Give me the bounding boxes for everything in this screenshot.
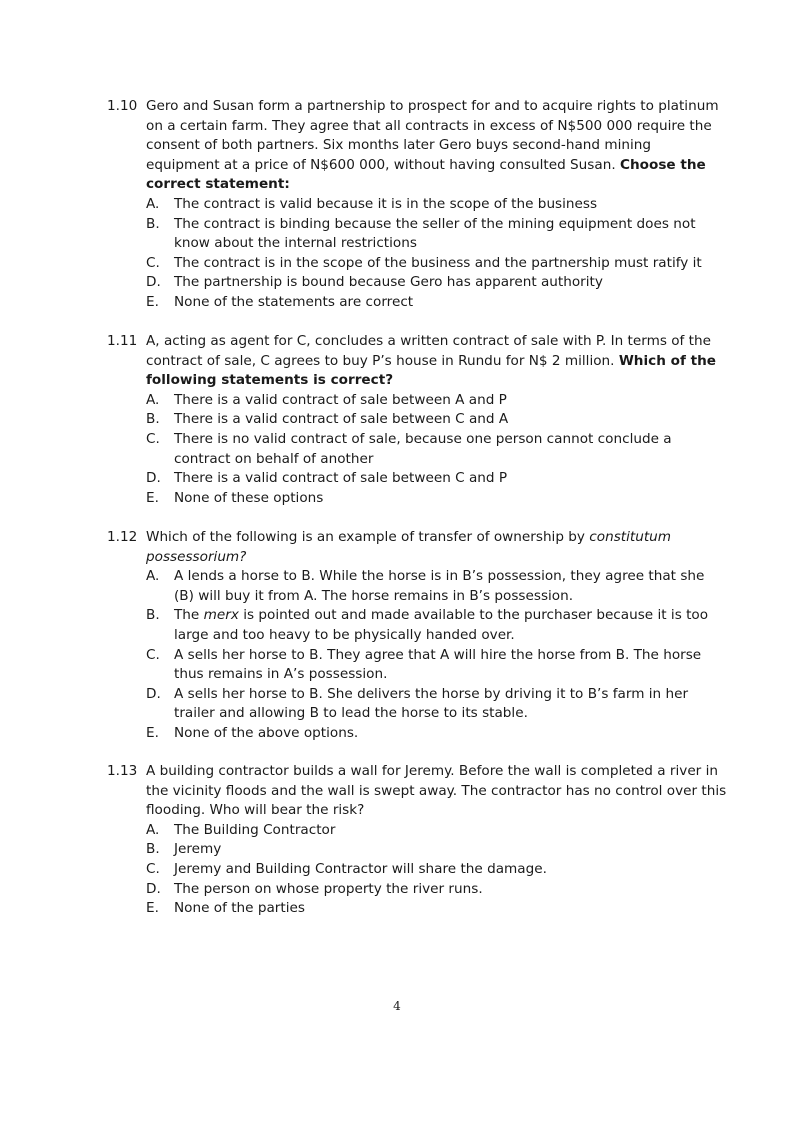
option-d [146, 469, 727, 489]
question-1-13 [107, 762, 727, 919]
option-e [146, 899, 727, 919]
question-stem-text: Which of the following is an example of transfer of ownership by [146, 529, 585, 545]
option-c [146, 254, 727, 274]
option-text: A sells her horse to B. They agree that A will hire the horse from B. The horse thus remains in A’s possession. [174, 646, 702, 683]
option-text [174, 606, 727, 645]
option-text: The Building Contractor [174, 821, 336, 838]
option-letter: E. [146, 293, 159, 310]
question-number: 1.13 [107, 763, 138, 779]
options-list [146, 391, 727, 509]
option-letter: C. [146, 646, 160, 663]
option-letter: E. [146, 900, 159, 917]
option-text: The person on whose property the river runs. [174, 880, 483, 897]
option-b [146, 606, 727, 645]
option-text-italic: merx [203, 607, 239, 624]
option-b [146, 215, 727, 254]
question-stem [146, 97, 727, 195]
option-letter: C. [146, 430, 160, 447]
option-e [146, 293, 727, 313]
question-stem [146, 528, 727, 567]
option-letter: B. [146, 411, 160, 428]
option-d [146, 880, 727, 900]
question-stem: A building contractor builds a wall for Jeremy. Before the wall is completed a river in the vicinity floods and the wall is swept away. The contractor has no control over this flooding. Who will bear the risk? [146, 763, 727, 819]
option-text: There is a valid contract of sale between C and P [174, 470, 508, 487]
page-number: 4 [393, 999, 401, 1013]
option-e [146, 489, 727, 509]
option-c [146, 646, 727, 685]
option-a [146, 821, 727, 841]
option-letter: A. [146, 821, 160, 838]
question-stem-text: A, acting as agent for C, concludes a written contract of sale with P. In terms of the contract of sale, C agrees to buy P’s house in Rundu for N$ 2 million. [146, 333, 711, 369]
option-letter: B. [146, 841, 160, 858]
option-text-before: The [174, 607, 200, 624]
option-b [146, 410, 727, 430]
option-text: The partnership is bound because Gero has apparent authority [174, 274, 603, 291]
option-text: The contract is binding because the seller of the mining equipment does not know about the internal restrictions [174, 215, 696, 252]
question-stem [146, 332, 727, 391]
option-letter: B. [146, 215, 160, 232]
option-text: The contract is valid because it is in the scope of the business [174, 195, 598, 212]
question-instruction: Choose the correct statement: [146, 156, 706, 193]
option-text: Jeremy and Building Contractor will share the damage. [174, 860, 547, 877]
options-list [146, 195, 727, 313]
question-number: 1.11 [107, 333, 138, 349]
option-text: There is a valid contract of sale between A and P [174, 391, 507, 408]
question-1-10 [107, 97, 727, 313]
option-letter: D. [146, 274, 161, 291]
option-letter: E. [146, 489, 159, 506]
option-text: The contract is in the scope of the business and the partnership must ratify it [174, 254, 702, 271]
option-text: There is a valid contract of sale between C and A [174, 411, 509, 428]
option-letter: D. [146, 880, 161, 897]
option-letter: D. [146, 685, 161, 702]
option-text: None of the above options. [174, 724, 359, 741]
option-letter: C. [146, 254, 160, 271]
option-b [146, 840, 727, 860]
question-stem-text: Gero and Susan form a partnership to prospect for and to acquire rights to platinum on a certain farm. They agree that all contracts in excess of N$500 000 require the consent of both partners. Six months later Gero buys second-hand mining equipment at a price of N$600 000, without having consulted Susan. [146, 98, 719, 173]
option-text-after: is pointed out and made available to the purchaser because it is too large and too heavy to be physically handed over. [174, 607, 709, 643]
option-a [146, 391, 727, 411]
option-c [146, 860, 727, 880]
option-letter: A. [146, 391, 160, 408]
option-text: Jeremy [174, 841, 222, 858]
option-a [146, 567, 727, 606]
question-number: 1.10 [107, 98, 138, 114]
option-text: None of these options [174, 489, 324, 506]
options-list [146, 821, 727, 919]
option-letter: A. [146, 568, 160, 585]
option-text: A sells her horse to B. She delivers the horse by driving it to B’s farm in her trailer and allowing B to lead the horse to its stable. [174, 685, 689, 722]
question-number: 1.12 [107, 529, 138, 545]
option-a [146, 195, 727, 215]
option-text: None of the parties [174, 900, 305, 917]
question-1-12 [107, 528, 727, 744]
question-instruction: Which of the following statements is correct? [146, 352, 716, 389]
option-letter: A. [146, 195, 160, 212]
options-list [146, 567, 727, 743]
option-letter: E. [146, 724, 159, 741]
option-c [146, 430, 727, 469]
option-text: A lends a horse to B. While the horse is in B’s possession, they agree that she (B) will buy it from A. The horse remains in B’s possession. [174, 568, 705, 604]
option-letter: B. [146, 607, 160, 624]
option-d [146, 685, 727, 724]
question-stem-italic: constitutum possessorium? [146, 529, 672, 565]
option-text: There is no valid contract of sale, because one person cannot conclude a contract on behalf of another [174, 430, 672, 467]
option-letter: D. [146, 470, 161, 487]
option-e [146, 724, 727, 744]
option-text: None of the statements are correct [174, 293, 414, 310]
option-d [146, 273, 727, 293]
option-letter: C. [146, 860, 160, 877]
question-1-11 [107, 332, 727, 508]
